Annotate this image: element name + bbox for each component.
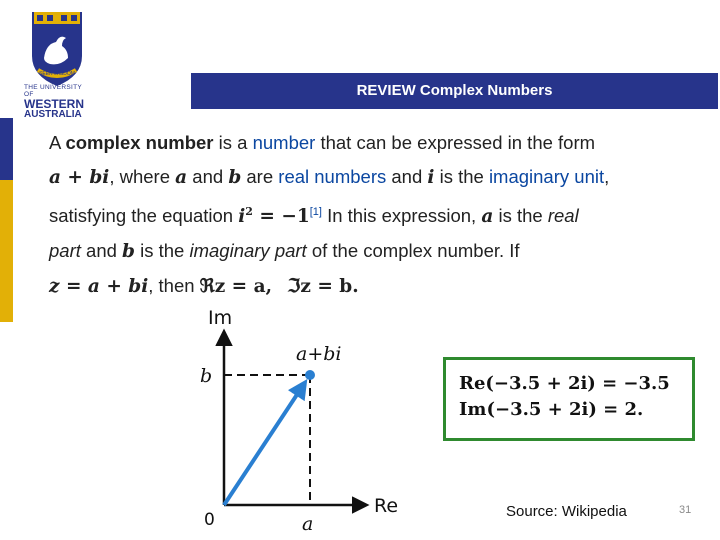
definition-paragraph [49,126,689,304]
source-caption: Source: Wikipedia [506,503,627,520]
point-label: a+bi [296,343,342,365]
axis-label-im: Im [208,307,233,329]
complex-point [305,370,315,380]
definition-line-3: satisfying the equation $i^2 = -1[1]$ In this expression, a is the real [49,205,579,228]
slide-title: REVIEW Complex Numbers [191,73,718,109]
logo-line3: AUSTRALIA [24,109,82,120]
accent-bar-gold [0,180,13,322]
link-number[interactable]: number [252,132,316,153]
tick-label-b: b [200,365,213,387]
definition-line-1: A complex number is a number that can be expressed in the form [49,132,596,153]
definition-line-5: z = a + bi, then ℜz = a, ℑz = b. [49,275,359,298]
example-box [443,357,695,441]
logo-line2: WESTERN [24,97,84,111]
complex-vector [224,384,304,505]
math-real-part: ℜz = a, [199,276,273,298]
example-imag-part: Im(−3.5 + 2i) = 2. [459,399,644,420]
origin-label: 0 [204,510,215,530]
page-number: 31 [679,504,692,516]
complex-plane-diagram [190,300,420,540]
definition-line-4: part and b is the imaginary part of the complex number. If [49,240,520,263]
math-z-equals: z = a + bi [49,276,149,298]
link-real-numbers[interactable]: real numbers [278,166,387,187]
accent-bar-blue [0,118,13,180]
math-a-plus-bi: a + bi [49,167,110,188]
logo-line1: THE UNIVERSITY OF [24,84,82,98]
logo-motto: SEEK WISDOM [39,71,75,77]
example-real-part: Re(−3.5 + 2i) = −3.5 [459,373,670,394]
math-i-squared: i [238,206,246,228]
citation-link[interactable]: [1] [309,206,322,218]
link-imaginary-unit[interactable]: imaginary unit [488,166,605,187]
university-name [24,84,90,120]
term-complex-number: complex number [65,132,214,153]
math-imag-part: ℑz = b. [287,276,359,298]
axis-label-re: Re [374,495,399,517]
tick-label-a: a [302,513,314,535]
definition-line-2: a + bi, where a and b are real numbers and i is the imaginary unit, [49,166,610,188]
